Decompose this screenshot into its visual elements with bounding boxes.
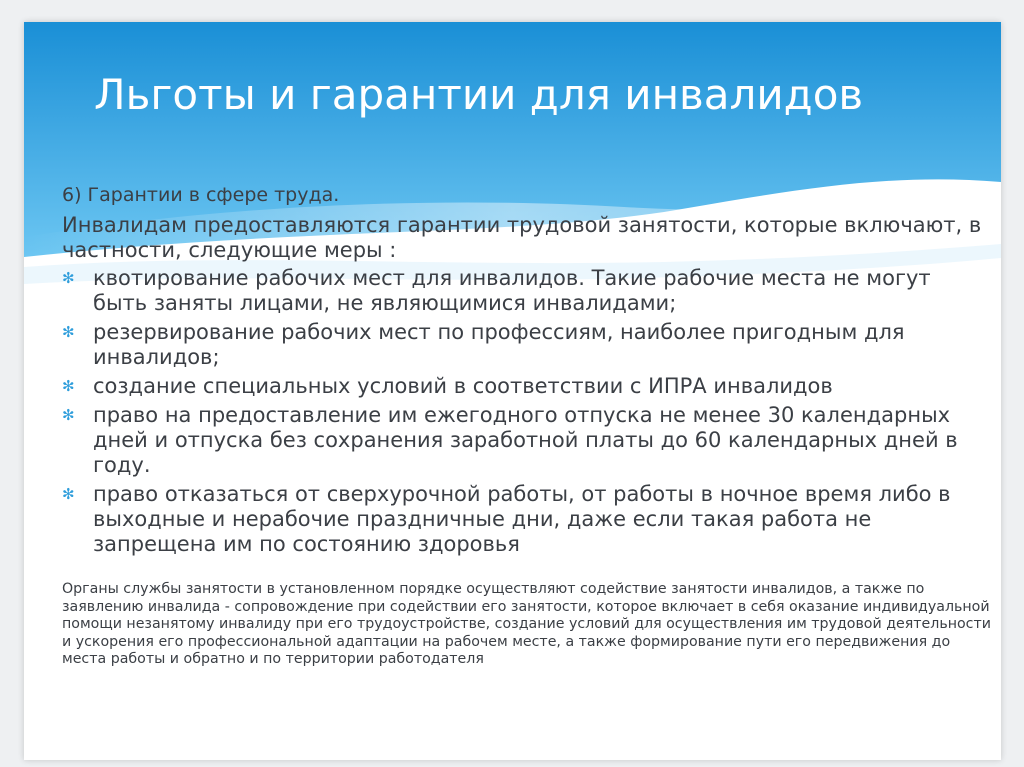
asterisk-icon: ✻ <box>62 406 75 424</box>
intro-paragraph: Инвалидам предоставляются гарантии трудовой занятости, которые включают, в частности, следующие меры : <box>62 213 982 262</box>
list-item <box>62 403 982 478</box>
asterisk-icon: ✻ <box>62 485 75 503</box>
list-item-text: право отказаться от сверхурочной работы, от работы в ночное время либо в выходные и нерабочие праздничные дни, даже если такая работа не запрещена им по состоянию здоровья <box>93 482 951 556</box>
list-item-text: право на предоставление им ежегодного отпуска не менее 30 календарных дней и отпуска без сохранения заработной платы до 60 календарных дней в году. <box>93 403 958 477</box>
asterisk-icon: ✻ <box>62 323 75 341</box>
slide-body <box>62 182 991 669</box>
asterisk-icon: ✻ <box>62 377 75 395</box>
list-item <box>62 320 982 370</box>
list-item-text: квотирование рабочих мест для инвалидов. Такие рабочие места не могут быть заняты лицами, не являющимися инвалидами; <box>93 266 931 315</box>
list-item-text: создание специальных условий в соответствии с ИПРА инвалидов <box>93 374 833 398</box>
section-subheading: 6) Гарантии в сфере труда. <box>62 184 340 206</box>
asterisk-icon: ✻ <box>62 269 75 287</box>
slide <box>24 22 1001 760</box>
slide-title: Льготы и гарантии для инвалидов <box>94 70 864 119</box>
list-item-text: резервирование рабочих мест по профессиям, наиболее пригодным для инвалидов; <box>93 320 905 369</box>
guarantee-list <box>62 266 982 557</box>
list-item <box>62 374 982 399</box>
list-item <box>62 266 982 316</box>
footnote-paragraph: Органы службы занятости в установленном порядке осуществляют содействие занятости инвалидов, а также по заявлению инвалида - сопровождение при содействии его занятости, которое включает в себя оказание индивидуальной помощи незанятому инвалиду при его трудоустройстве, создание условий для осуществления им трудовой деятельности и ускорения его профессиональной адаптации на рабочем месте, а также формирование пути его передвижения до места работы и обратно и по территории работодателя <box>62 581 991 667</box>
list-item <box>62 482 982 557</box>
